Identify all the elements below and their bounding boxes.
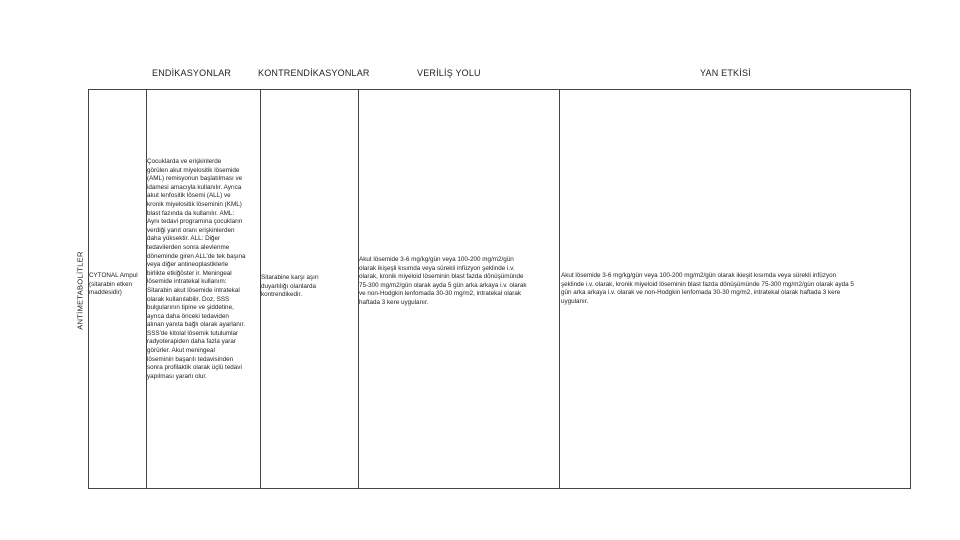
- category-label: [72, 210, 88, 370]
- side-effects-cell: Akut lösemide 3-6 mg/kg/gün veya 100-200 mg/m2/gün olarak ikieşit kısımda veya sürekli infüzyon şeklinde i.v. olarak, kronik miyeloid löseminin blast fazda dönüşümünde 75-300 mg/m2/gün olarak ayda 5 gün arka arkaya i.v. olarak ve non-Hodgkin lenfomada 30-30 mg/m2, intratekal olarak haftada 3 kere uygulanır.: [561, 272, 854, 305]
- contraindications-cell: Sitarabine karşı aşırı duyarlılığı olanlarda kontrendikedir.: [261, 274, 319, 299]
- header-route: VERİLİŞ YOLU: [417, 68, 481, 78]
- drug-table: [88, 89, 911, 489]
- indications-cell: Çocuklarda ve erişkinlerde görülen akut miyelositik lösemide (AML) remisyonun başlatılması ve idamesi amacıyla kullanılır. Ayrıca akut lenfositik lösemi (ALL) ve kronik miyelositik löseminin (KML) blast fazında da kullanılır. AML: Aynı tedavi programına çocukların verdiği yanıt oranı erişkinlerden daha yüksektir. ALL: Diğer tedavilerden sonra alevlenme döneminde giren ALL'de tek başına veya diğer antineoplastiklerle birlikte etkiğöster ir. Meningeal lösemide intratekal kullanım: Sitarabin akut lösemide intratekal olarak kullanılabilir. Doz, SSS bulgularının tipine ve şiddetine, ayrıca daha önceki tedaviden alınan yanıta bağlı olarak ayarlanır. SSS'de kitolal lösemik tutulumlar radyoterapiden daha fazla yarar görürler. Akut meningeal löseminin başarılı tedavisinden sonra profilaktik olarak üçlü tedavi yapılması yararlı olur.: [147, 158, 246, 380]
- header-indications: ENDİKASYONLAR: [152, 68, 232, 78]
- category-label-text: ANTİMETABOLİTLER: [75, 250, 85, 330]
- header-contraindications: KONTRENDİKASYONLAR: [258, 68, 370, 78]
- route-cell: Akut lösemide 3-6 mg/kg/gün veya 100-200 mg/m2/gün olarak ikişeşli kısımda veya sürekli infüzyon şeklinde i.v. olarak, kronik miyeloid löseminin blast fazda dönüşümünde 75-300 mg/m2/gün olarak ayda 5 gün arka arkaya i.v. olarak ve non-Hodgkin lenfomada 30-30 mg/m2, intratekal olarak haftada 3 kere uygulanır.: [359, 256, 527, 306]
- header-side-effects: YAN ETKİSİ: [700, 68, 751, 78]
- drug-name-cell: CYTONAL Ampul (sitarabin etken maddesidir): [89, 272, 138, 297]
